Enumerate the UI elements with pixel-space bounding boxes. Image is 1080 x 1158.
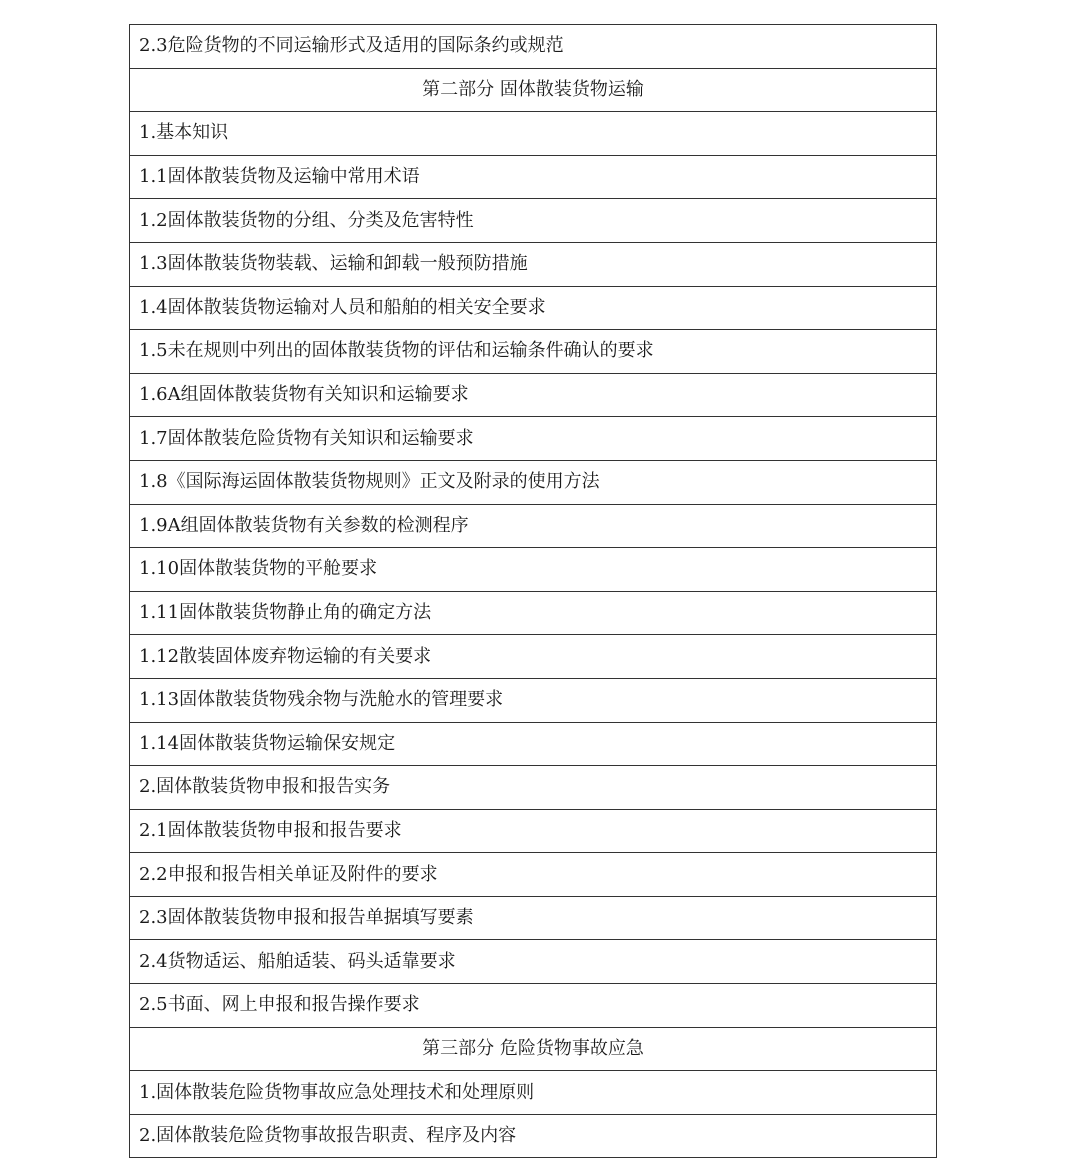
item-cell: 1.14固体散装货物运输保安规定 [130, 722, 937, 766]
table-row [130, 417, 937, 461]
item-cell: 2.固体散装危险货物事故报告职责、程序及内容 [130, 1114, 937, 1158]
item-cell: 2.固体散装货物申报和报告实务 [130, 766, 937, 810]
table-row [130, 373, 937, 417]
item-cell: 1.1固体散装货物及运输中常用术语 [130, 155, 937, 199]
table-row [130, 984, 937, 1028]
table-row [130, 1114, 937, 1158]
item-cell: 2.5书面、网上申报和报告操作要求 [130, 984, 937, 1028]
table-row [130, 25, 937, 69]
item-cell: 2.1固体散装货物申报和报告要求 [130, 809, 937, 853]
table-row [130, 286, 937, 330]
table-row [130, 722, 937, 766]
item-cell: 2.2申报和报告相关单证及附件的要求 [130, 853, 937, 897]
table-row [130, 242, 937, 286]
table-row [130, 678, 937, 722]
item-cell: 1.4固体散装货物运输对人员和船舶的相关安全要求 [130, 286, 937, 330]
item-cell: 1.11固体散装货物静止角的确定方法 [130, 591, 937, 635]
section-header-row [130, 68, 937, 112]
item-cell: 1.7固体散装危险货物有关知识和运输要求 [130, 417, 937, 461]
item-cell: 2.3危险货物的不同运输形式及适用的国际条约或规范 [130, 25, 937, 69]
section-header-row [130, 1027, 937, 1071]
table-row [130, 896, 937, 940]
table-row [130, 1071, 937, 1115]
item-cell: 1.8《国际海运固体散装货物规则》正文及附录的使用方法 [130, 460, 937, 504]
table-row [130, 940, 937, 984]
item-cell: 1.10固体散装货物的平舱要求 [130, 548, 937, 592]
table-row [130, 766, 937, 810]
table-row [130, 504, 937, 548]
table-row [130, 853, 937, 897]
item-cell: 1.基本知识 [130, 112, 937, 156]
item-cell: 1.13固体散装货物残余物与洗舱水的管理要求 [130, 678, 937, 722]
table-row [130, 199, 937, 243]
table-row [130, 330, 937, 374]
table-row [130, 460, 937, 504]
section-title: 第二部分 固体散装货物运输 [130, 68, 937, 112]
item-cell: 1.9A组固体散装货物有关参数的检测程序 [130, 504, 937, 548]
syllabus-table [129, 24, 937, 1158]
section-title: 第三部分 危险货物事故应急 [130, 1027, 937, 1071]
item-cell: 1.12散装固体废弃物运输的有关要求 [130, 635, 937, 679]
item-cell: 1.3固体散装货物装载、运输和卸载一般预防措施 [130, 242, 937, 286]
table-row [130, 112, 937, 156]
table-row [130, 591, 937, 635]
item-cell: 2.3固体散装货物申报和报告单据填写要素 [130, 896, 937, 940]
item-cell: 1.固体散装危险货物事故应急处理技术和处理原则 [130, 1071, 937, 1115]
item-cell: 1.6A组固体散装货物有关知识和运输要求 [130, 373, 937, 417]
table-row [130, 548, 937, 592]
table-row [130, 809, 937, 853]
item-cell: 2.4货物适运、船舶适装、码头适靠要求 [130, 940, 937, 984]
table-row [130, 635, 937, 679]
item-cell: 1.5未在规则中列出的固体散装货物的评估和运输条件确认的要求 [130, 330, 937, 374]
item-cell: 1.2固体散装货物的分组、分类及危害特性 [130, 199, 937, 243]
table-row [130, 155, 937, 199]
